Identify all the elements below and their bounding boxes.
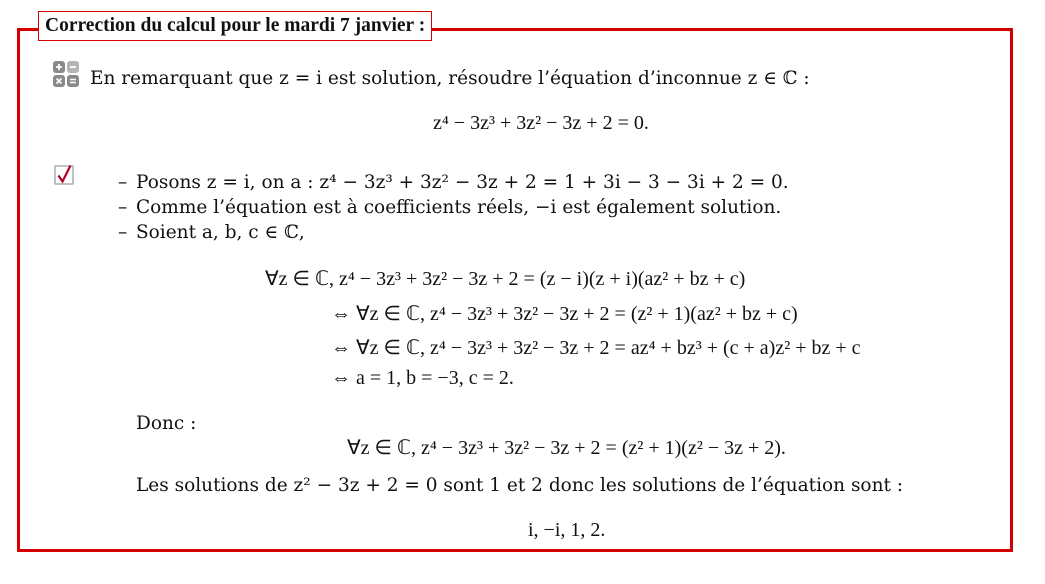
bullet-3: Soient a, b, c ∈ ℂ, (136, 222, 305, 243)
bullet-dash-2: – (118, 197, 128, 218)
bullet-1: Posons z = i, on a : z⁴ − 3z³ + 3z² − 3z + 2 = 1 + 3i − 3 − 3i + 2 = 0. (136, 172, 789, 193)
statement-intro: En remarquant que z = i est solution, résoudre l’équation d’inconnue z ∈ ℂ : (90, 68, 810, 89)
bullet-dash-1: – (118, 172, 128, 193)
derivation-line-4: ⇔ a = 1, b = −3, c = 2. (331, 367, 514, 389)
donc-label: Donc : (136, 413, 197, 434)
statement-equation: z⁴ − 3z³ + 3z² − 3z + 2 = 0. (433, 112, 649, 134)
page-title: Correction du calcul pour le mardi 7 janvier : (38, 11, 432, 41)
solutions-list: i, −i, 1, 2. (528, 519, 606, 541)
checkbox-check-icon (54, 164, 76, 186)
bullet-2: Comme l’équation est à coefficients réels, −i est également solution. (136, 197, 782, 218)
factored-equation: ∀z ∈ ℂ, z⁴ − 3z³ + 3z² − 3z + 2 = (z² + 1)(z² − 3z + 2). (347, 437, 786, 459)
calculator-icon (52, 60, 80, 88)
bullet-dash-3: – (118, 222, 128, 243)
derivation-line-1: ∀z ∈ ℂ, z⁴ − 3z³ + 3z² − 3z + 2 = (z − i)(z + i)(az² + bz + c) (265, 268, 746, 290)
solutions-sentence: Les solutions de z² − 3z + 2 = 0 sont 1 et 2 donc les solutions de l’équation sont : (136, 475, 904, 496)
derivation-line-3: ⇔ ∀z ∈ ℂ, z⁴ − 3z³ + 3z² − 3z + 2 = az⁴ + bz³ + (c + a)z² + bz + c (331, 337, 861, 359)
derivation-line-2: ⇔ ∀z ∈ ℂ, z⁴ − 3z³ + 3z² − 3z + 2 = (z² + 1)(az² + bz + c) (331, 303, 798, 325)
